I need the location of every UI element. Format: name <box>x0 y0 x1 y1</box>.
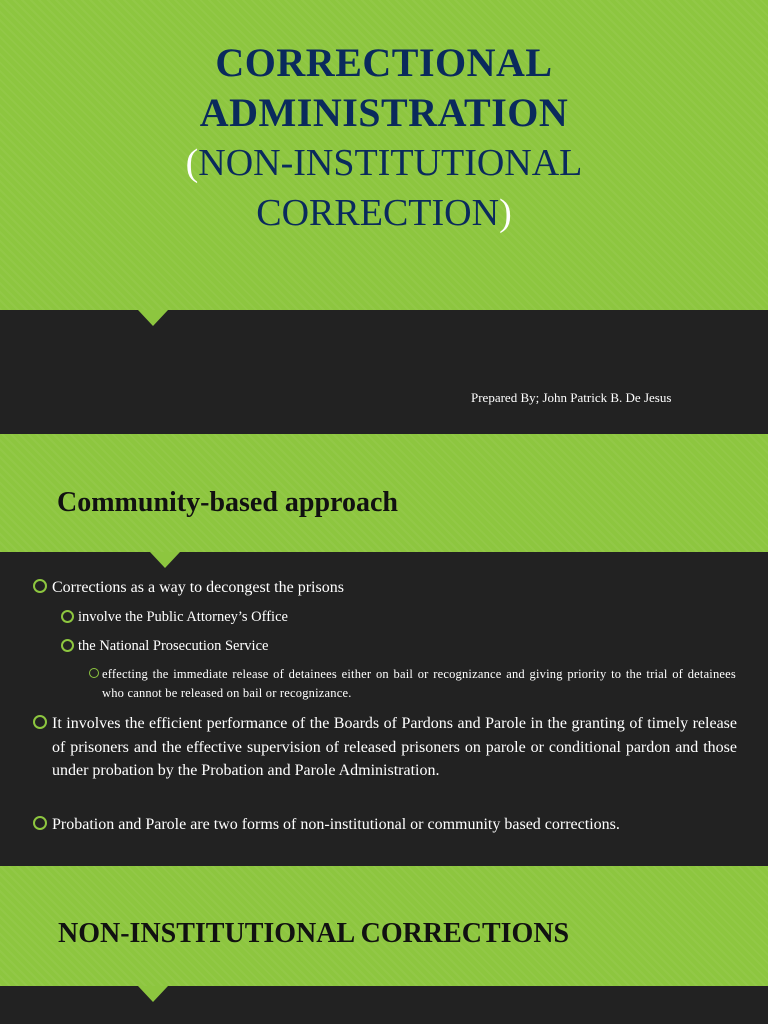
ring-bullet-icon <box>89 668 99 678</box>
bullet-text: Corrections as a way to decongest the prisons <box>52 579 344 596</box>
title-line-3-text: NON-INSTITUTIONAL <box>198 142 583 184</box>
slide1-title-panel <box>0 0 768 310</box>
bullet-item <box>61 636 741 656</box>
ring-bullet-icon <box>33 579 47 593</box>
bullet-item <box>89 665 736 703</box>
bullet-item <box>33 712 737 783</box>
bullet-text: involve the Public Attorney’s Office <box>78 609 288 625</box>
bullet-text: the National Prosecution Service <box>78 638 269 654</box>
ring-bullet-icon <box>61 610 74 623</box>
bullet-item <box>33 576 743 600</box>
paren-close: ) <box>499 192 512 234</box>
slide1-subtitle-panel <box>0 310 768 434</box>
ring-bullet-icon <box>33 816 47 830</box>
bullet-text: Probation and Parole are two forms of non-institutional or community based corrections. <box>52 816 620 833</box>
title-line-3 <box>0 138 768 188</box>
bullet-text: It involves the efficient performance of the Boards of Pardons and Parole in the granting of timely release of prisoners and the effective supervision of released prisoners on parole or conditional pardon and those under probation by the Probation and Parole Administration. <box>52 715 737 779</box>
ring-bullet-icon <box>61 639 74 652</box>
prepared-by-text: Prepared By; John Patrick B. De Jesus <box>471 390 672 405</box>
slide2-heading: Community-based approach <box>57 487 398 518</box>
paren-open: ( <box>185 142 199 184</box>
slide1-title <box>0 38 768 238</box>
slide2-notch <box>150 552 180 568</box>
slide1-notch <box>138 310 168 326</box>
bullet-text: effecting the immediate release of detainees either on bail or recognizance and giving priority to the trial of detainees who cannot be released on bail or recognizance. <box>102 667 736 700</box>
slide3-heading: NON-INSTITUTIONAL CORRECTIONS <box>58 918 570 949</box>
title-line-1: CORRECTIONAL <box>215 40 553 85</box>
slide3-content-panel <box>0 986 768 1024</box>
ring-bullet-icon <box>33 715 47 729</box>
title-line-2: ADMINISTRATION <box>199 90 569 135</box>
slide3-notch <box>138 986 168 1002</box>
title-line-4 <box>0 188 768 238</box>
bullet-item <box>33 813 743 837</box>
title-line-4-text: CORRECTION <box>256 192 500 234</box>
bullet-item <box>61 607 741 627</box>
